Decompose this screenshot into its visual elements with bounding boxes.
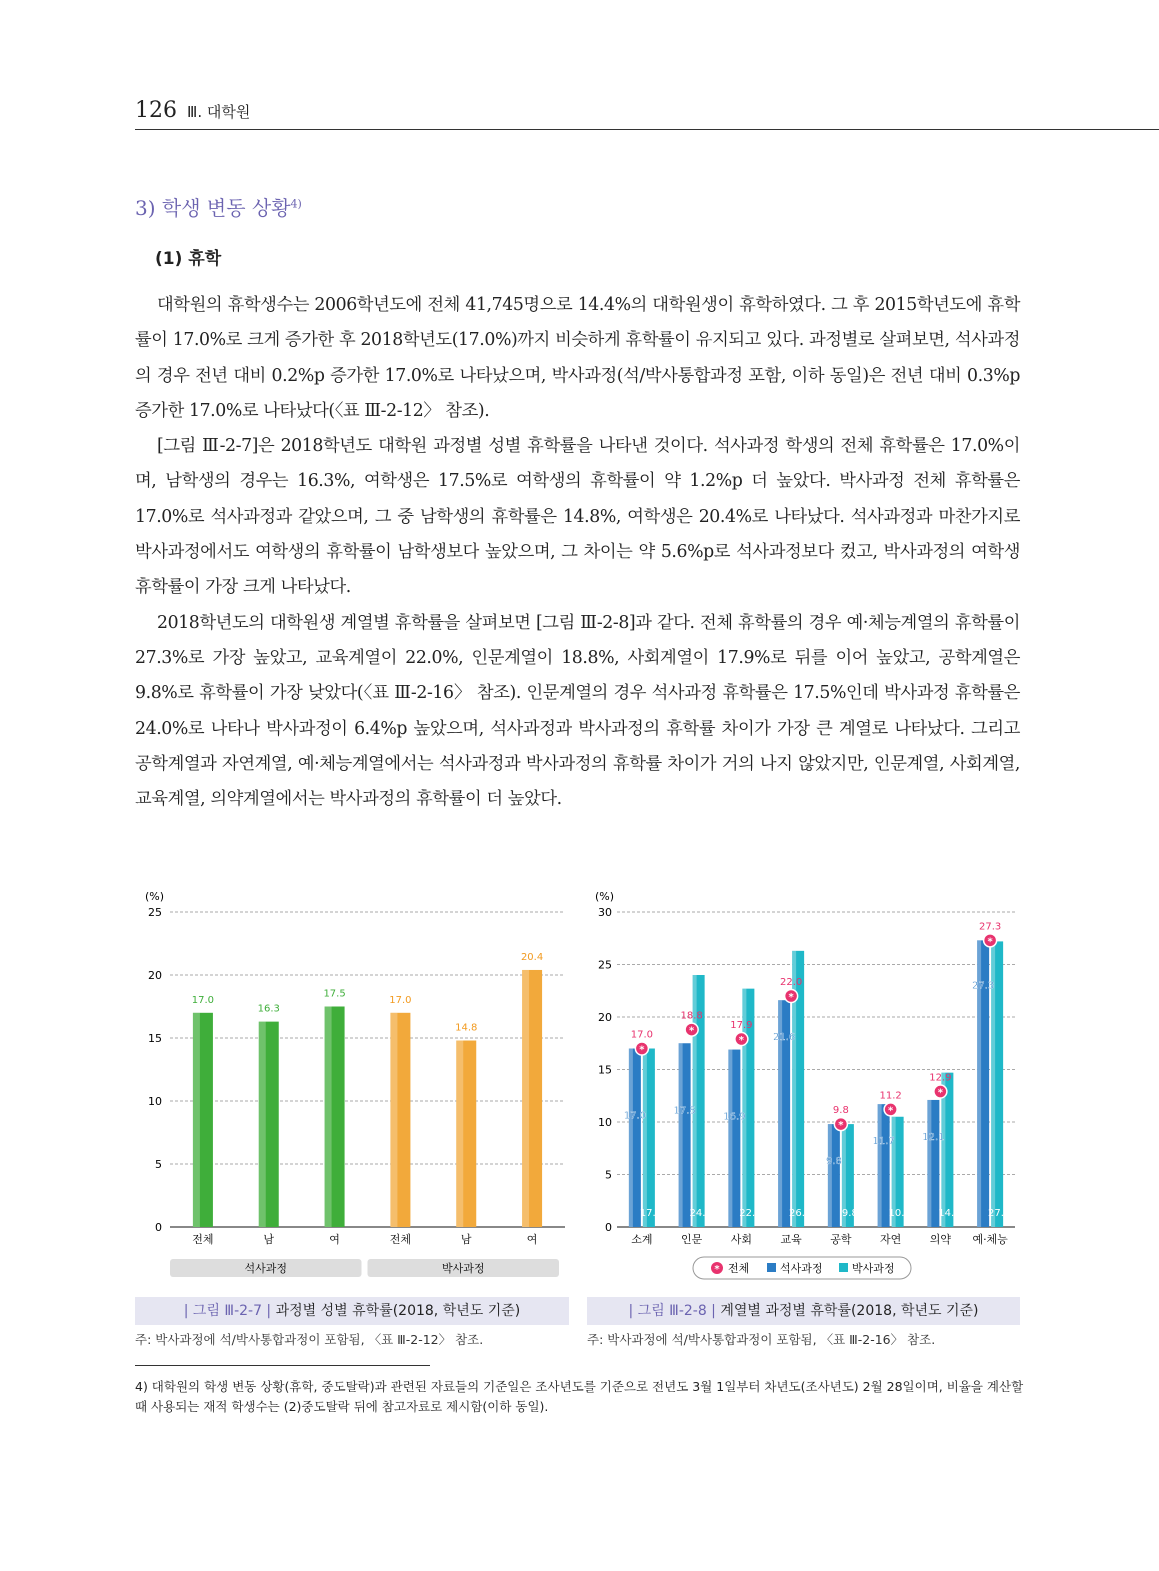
x-tick-label: 자연 bbox=[879, 1233, 902, 1246]
bar-highlight bbox=[522, 970, 529, 1227]
y-axis-unit: (%) bbox=[595, 890, 615, 903]
header-rule bbox=[135, 129, 1159, 130]
y-tick-label: 0 bbox=[605, 1221, 612, 1234]
y-tick-label: 5 bbox=[155, 1158, 162, 1171]
data-label: 17.0 bbox=[191, 994, 215, 1006]
y-tick-label: 20 bbox=[148, 969, 162, 982]
data-label-total: 27.3 bbox=[978, 921, 1002, 933]
y-tick-label: 25 bbox=[148, 906, 162, 919]
bar-highlight bbox=[456, 1041, 463, 1227]
bar-highlight bbox=[325, 1007, 332, 1228]
data-label-masters: 16.9 bbox=[723, 1111, 746, 1123]
y-tick-label: 5 bbox=[605, 1168, 612, 1182]
data-label-total: 11.2 bbox=[879, 1090, 902, 1102]
bar-highlight bbox=[629, 1049, 633, 1228]
asterisk-icon: * bbox=[937, 1087, 943, 1099]
legend-label: 전체 bbox=[728, 1262, 750, 1275]
asterisk-icon: * bbox=[689, 1025, 695, 1037]
figure-note-2: 주: 박사과정에 석/박사통합과정이 포함됨, 〈표 Ⅲ-2-16〉 참조. bbox=[587, 1332, 936, 1347]
asterisk-icon: * bbox=[788, 992, 794, 1003]
data-label: 16.3 bbox=[257, 1003, 280, 1015]
subsection-title: (1) 휴학 bbox=[155, 249, 222, 269]
y-tick-label: 25 bbox=[598, 958, 612, 972]
body-text bbox=[135, 288, 1020, 817]
y-tick-label: 0 bbox=[155, 1221, 162, 1234]
data-label-masters: 11.7 bbox=[872, 1136, 895, 1148]
bar-highlight bbox=[878, 1104, 882, 1227]
y-tick-label: 10 bbox=[148, 1095, 162, 1108]
figure-title: 계열별 과정별 휴학률(2018, 학년도 기준) bbox=[720, 1303, 979, 1319]
data-label: 17.5 bbox=[323, 988, 346, 1000]
y-tick-label: 10 bbox=[598, 1116, 612, 1129]
y-tick-label: 30 bbox=[598, 906, 612, 919]
bar-highlight bbox=[828, 1124, 832, 1227]
data-label-total: 18.8 bbox=[680, 1010, 703, 1022]
data-label-doctoral: 26.3 bbox=[788, 1208, 812, 1219]
asterisk-icon: * bbox=[738, 1035, 744, 1047]
figure-title: 과정별 성별 휴학률(2018, 학년도 기준) bbox=[275, 1303, 521, 1319]
data-label-masters: 17.5 bbox=[673, 1105, 696, 1117]
data-label-masters: 27.3 bbox=[971, 980, 995, 992]
x-tick-label: 공학 bbox=[830, 1233, 852, 1246]
data-label-doctoral: 24.0 bbox=[689, 1208, 712, 1219]
x-tick-label: 전체 bbox=[389, 1233, 412, 1246]
x-tick-label: 남 bbox=[263, 1233, 275, 1246]
legend-label: 박사과정 bbox=[852, 1262, 895, 1275]
chapter-title: Ⅲ. 대학원 bbox=[187, 103, 251, 121]
bar-highlight bbox=[728, 1050, 732, 1227]
asterisk-icon: * bbox=[888, 1105, 894, 1117]
chart-gender-leave-rate bbox=[135, 880, 575, 1280]
bar-highlight bbox=[643, 1049, 647, 1228]
figure-note-1: 주: 박사과정에 석/박사통합과정이 포함됨, 〈표 Ⅲ-2-12〉 참조. bbox=[135, 1332, 484, 1347]
data-label-doctoral: 17.0 bbox=[639, 1208, 663, 1219]
bar-highlight bbox=[259, 1022, 266, 1227]
footnote-rule bbox=[135, 1365, 430, 1366]
bar-highlight bbox=[679, 1043, 683, 1227]
paragraph: 대학원의 휴학생수는 2006학년도에 전체 41,745명으로 14.4%의 대학원생이 휴학하였다. 그 후 2015학년도에 휴학률이 17.0%로 크게 증가한 후 2018학년도(17.0%)까지 비슷하게 휴학률이 유지되고 있다. 과정별로 살펴보면, 석사과정의 경우 전년 대비 0.2%p 증가한 17.0%로 나타났으며, 박사과정(석/박사통합과정 포함, 이하 동일)은 전년 대비 0.3%p 증가한 17.0%로 나타났다(〈표 Ⅲ-2-12〉 참조). bbox=[135, 295, 1020, 421]
asterisk-icon: * bbox=[838, 1120, 844, 1132]
data-label-total: 22.0 bbox=[779, 977, 803, 988]
x-tick-label: 여 bbox=[329, 1233, 340, 1246]
asterisk-icon: * bbox=[714, 1264, 720, 1275]
page-header bbox=[135, 98, 250, 123]
bar-highlight bbox=[927, 1100, 931, 1227]
asterisk-icon: * bbox=[639, 1044, 645, 1056]
figure-number: | 그림 Ⅲ-2-8 | bbox=[628, 1303, 716, 1319]
x-tick-label: 소계 bbox=[631, 1233, 653, 1246]
page-number: 126 bbox=[135, 98, 177, 123]
data-label: 20.4 bbox=[520, 951, 544, 963]
asterisk-icon: * bbox=[987, 936, 993, 948]
x-tick-label: 의약 bbox=[929, 1233, 952, 1246]
data-label: 14.8 bbox=[455, 1022, 478, 1034]
data-label-total: 9.8 bbox=[832, 1105, 849, 1117]
data-label-doctoral: 10.5 bbox=[888, 1208, 911, 1219]
group-label: 석사과정 bbox=[244, 1262, 288, 1275]
y-axis-unit: (%) bbox=[145, 890, 165, 903]
data-label-total: 17.0 bbox=[630, 1029, 654, 1041]
data-label-total: 12.9 bbox=[929, 1072, 952, 1084]
bar-highlight bbox=[193, 1013, 200, 1227]
x-tick-label: 여 bbox=[526, 1233, 538, 1246]
section-title bbox=[135, 192, 302, 221]
x-tick-label: 인문 bbox=[680, 1233, 703, 1246]
data-label-doctoral: 27.2 bbox=[987, 1208, 1011, 1219]
x-tick-label: 전체 bbox=[192, 1233, 214, 1246]
y-tick-label: 15 bbox=[598, 1063, 612, 1077]
data-label-doctoral: 9.8 bbox=[841, 1208, 858, 1219]
x-tick-label: 교육 bbox=[780, 1233, 802, 1246]
paragraph: [그림 Ⅲ-2-7]은 2018학년도 대학원 과정별 성별 휴학률을 나타낸 것이다. 석사과정 학생의 전체 휴학률은 17.0%이며, 남학생의 경우는 16.3%, 여학생은 17.5%로 여학생의 휴학률이 약 1.2%p 더 높았다. 박사과정 전체 휴학률은 17.0%로 석사과정과 같았으며, 그 중 남학생의 휴학률은 14.8%, 여학생은 20.4%로 나타났다. 석사과정과 마찬가지로 박사과정에서도 여학생의 휴학률이 남학생보다 높았으며, 그 차이는 약 5.6%p로 석사과정보다 컸고, 박사과정의 여학생 휴학률이 가장 크게 나타났다. bbox=[135, 436, 1020, 598]
data-label-doctoral: 22.7 bbox=[739, 1208, 762, 1219]
data-label-total: 17.9 bbox=[730, 1020, 753, 1032]
x-tick-label: 예·체능 bbox=[972, 1233, 1008, 1246]
x-tick-label: 사회 bbox=[730, 1233, 753, 1246]
footnote: 4) 대학원의 학생 변동 상황(휴학, 중도탈락)과 관련된 자료들의 기준일은 조사년도를 기준으로 전년도 3월 1일부터 차년도(조사년도) 2월 28일이며, 비율을 계산할 때 사용되는 재적 학생수는 (2)중도탈락 뒤에 참고자료로 제시함(이하 동일). bbox=[135, 1379, 1024, 1414]
chart-field-leave-rate bbox=[585, 880, 1025, 1280]
y-tick-label: 20 bbox=[598, 1011, 612, 1024]
group-label: 박사과정 bbox=[441, 1262, 485, 1275]
section-title-text: 3) 학생 변동 상황 bbox=[135, 196, 291, 220]
data-label-masters: 9.8 bbox=[825, 1156, 842, 1168]
data-label-masters: 12.1 bbox=[922, 1131, 945, 1143]
bar-highlight bbox=[390, 1013, 397, 1227]
legend-label: 석사과정 bbox=[780, 1262, 823, 1275]
y-tick-label: 15 bbox=[148, 1032, 162, 1045]
figure-number: | 그림 Ⅲ-2-7 | bbox=[183, 1303, 272, 1319]
data-label: 17.0 bbox=[389, 994, 412, 1006]
footnote-ref: 4) bbox=[290, 197, 302, 211]
data-label-doctoral: 14.7 bbox=[938, 1208, 961, 1219]
paragraph: 2018학년도의 대학원생 계열별 휴학률을 살펴보면 [그림 Ⅲ-2-8]과 같다. 전체 휴학률의 경우 예·체능계열의 휴학률이 27.3%로 가장 높았고, 교육계열이 22.0%, 인문계열이 18.8%, 사회계열이 17.9%로 뒤를 이어 높았고, 공학계열은 9.8%로 휴학률이 가장 낮았다(〈표 Ⅲ-2-16〉 참조). 인문계열의 경우 석사과정 휴학률은 17.5%인데 박사과정 휴학률은 24.0%로 나타나 박사과정이 6.4%p 높았으며, 석사과정과 박사과정의 휴학률 차이가 가장 큰 계열로 나타났다. 그리고 공학계열과 자연계열, 예·체능계열에서는 석사과정과 박사과정의 휴학률 차이가 거의 나지 않았지만, 인문계열, 사회계열, 교육계열, 의약계열에서는 박사과정의 휴학률이 더 높았다. bbox=[135, 612, 1020, 810]
data-label-masters: 17.0 bbox=[623, 1110, 647, 1122]
figure-caption-1 bbox=[135, 1297, 569, 1325]
x-tick-label: 남 bbox=[460, 1233, 472, 1246]
data-label-masters: 21.6 bbox=[772, 1032, 796, 1044]
legend-swatch bbox=[839, 1263, 848, 1272]
legend-swatch bbox=[767, 1263, 776, 1272]
figure-caption-2 bbox=[587, 1297, 1020, 1325]
